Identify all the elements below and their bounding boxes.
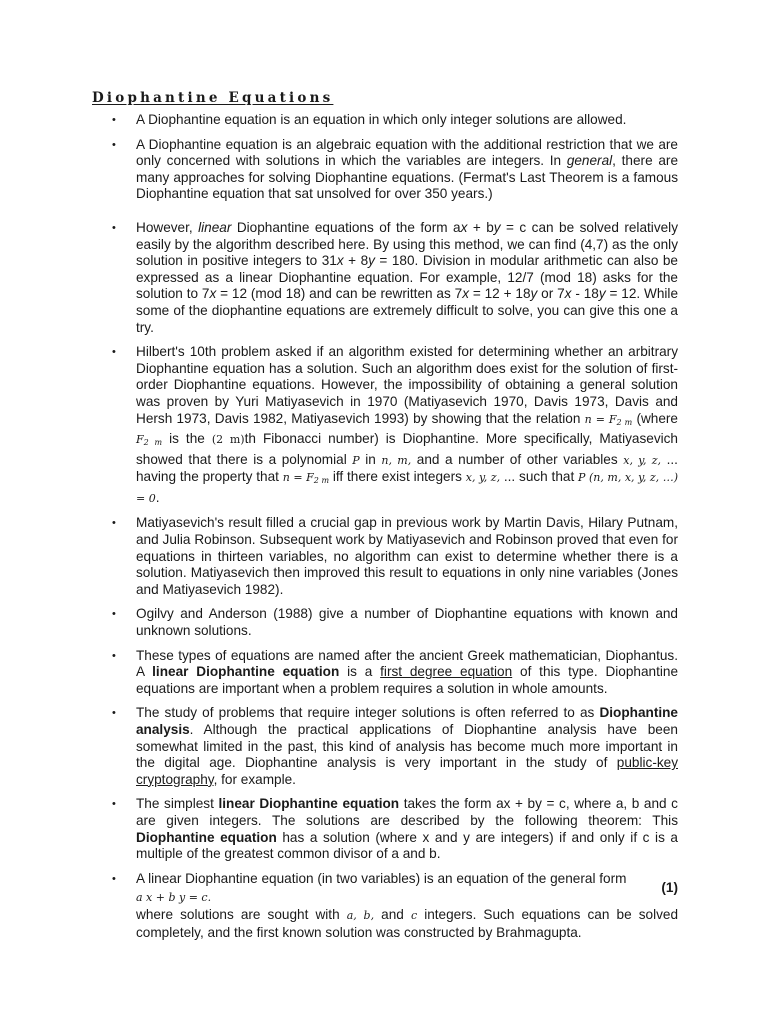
text-run: ... having the property that bbox=[136, 451, 678, 485]
text-run: The simplest bbox=[136, 796, 219, 812]
inline-link[interactable]: first degree equation bbox=[380, 664, 513, 680]
list-item bbox=[112, 796, 678, 862]
text-run: linear bbox=[198, 219, 232, 235]
text-run: linear Diophantine equation bbox=[152, 664, 340, 680]
text-run: , there are many approaches for solving Diophantine equations. (Fermat's Last Theorem is a famous Diophantine equation that sat unsolved for over 350 years.) bbox=[136, 153, 678, 202]
var-c: c bbox=[410, 908, 418, 922]
bullet-icon: • bbox=[112, 221, 116, 234]
general-form-intro: A linear Diophantine equation (in two variables) is an equation of the general form bbox=[136, 870, 627, 886]
text-run: Diophantine equations of the form a bbox=[231, 219, 461, 235]
text-run: ... such that bbox=[500, 469, 579, 485]
bullet-icon: • bbox=[112, 798, 116, 811]
equation-description: where solutions are sought with a, b, and c integers. Such equations can be solved completely, and the first known solution was constructed by Brahmagupta. bbox=[136, 906, 679, 940]
bullet-icon: • bbox=[112, 517, 116, 530]
general-equation: a x + b y = c. bbox=[136, 891, 212, 905]
text-run: A Diophantine equation is an equation in which only integer solutions are allowed. bbox=[136, 112, 627, 127]
text-run: = 180. Division in modular arithmetic can also be expressed as a linear Diophantine equation. For example, 12/7 (mod 18) asks for the solution to 7 bbox=[136, 253, 678, 302]
text-run: = 12 + 18 bbox=[468, 286, 531, 302]
text-run: y bbox=[368, 253, 375, 269]
bullet-icon: • bbox=[112, 608, 116, 621]
text-run: y bbox=[598, 286, 606, 302]
bullet-icon: • bbox=[112, 649, 116, 662]
bullet-icon: • bbox=[112, 114, 116, 126]
list-item bbox=[112, 648, 678, 698]
text-run: = 12 (mod 18) and can be rewritten as 7 bbox=[216, 286, 463, 302]
equation-line bbox=[136, 887, 678, 907]
text-run: x bbox=[564, 286, 572, 302]
vars-a-b: a, b, bbox=[346, 908, 375, 922]
text-run: y bbox=[493, 219, 501, 235]
inline-math: F bbox=[136, 433, 144, 447]
text-run: x bbox=[336, 253, 344, 269]
list-item bbox=[112, 112, 678, 129]
text-run: , for example. bbox=[213, 771, 296, 787]
list-item bbox=[112, 137, 678, 203]
text-run: (where bbox=[632, 410, 678, 426]
inline-math: P bbox=[352, 453, 360, 467]
inline-math: n = F bbox=[584, 412, 617, 426]
text-run: iff there exist integers bbox=[329, 469, 466, 485]
text-run: in bbox=[359, 451, 382, 467]
text-run: Hilbert's 10th problem asked if an algorithm existed for determining whether an arbitrary Diophantine equation has a solution. Such an algorithm does exist for the solution of first-order Diophantine equations. However, the impossibility of obtaining a general solution was proven by Yuri Matiyasevich in 1970 (Matiyasevich 1970, Davis 1973, Davis and Hersh 1973, Davis 1982, Matiyasevich 1993) by showing that the relation bbox=[136, 344, 678, 426]
text-run: Ogilvy and Anderson (1988) give a number of Diophantine equations with known and unknown solutions. bbox=[136, 606, 678, 639]
equation-number: (1) bbox=[661, 879, 678, 895]
inline-math: P (n, m, x, y, z, …) = 0 bbox=[136, 471, 678, 505]
text-run: Diophantine analysis bbox=[136, 705, 678, 737]
math-subscript: 2 m bbox=[616, 417, 633, 427]
text-run: and a number of other variables bbox=[411, 451, 624, 467]
text-run: . Although the practical applications of Diophantine analysis have been somewhat limited in the past, this kind of analysis has become much more important in the digital age. Diophantine analysis is very important in the study of bbox=[136, 722, 678, 771]
text-run: of this type. Diophantine equations are important when a problem requires a solution in whole amounts. bbox=[136, 664, 679, 696]
text-run: + 8 bbox=[343, 253, 369, 269]
text-run: or 7 bbox=[537, 286, 565, 302]
text-run: takes the form ax + by = c, where a, b and c are given integers. The solutions are described by the following theorem: This bbox=[136, 796, 678, 828]
list-item bbox=[112, 606, 678, 639]
text-run: x bbox=[209, 286, 217, 302]
bullet-icon: • bbox=[112, 346, 116, 359]
text-run: linear Diophantine equation bbox=[218, 796, 400, 812]
inline-math: x, y, z, bbox=[623, 453, 662, 467]
list-item bbox=[112, 344, 678, 507]
list-item bbox=[112, 220, 678, 336]
math-subscript: 2 m bbox=[313, 476, 330, 486]
text-run: + b bbox=[467, 219, 494, 235]
text-run: is the bbox=[162, 431, 212, 447]
text-run: is a bbox=[339, 664, 381, 680]
text-run: - 18 bbox=[571, 286, 599, 302]
text-run: . bbox=[155, 489, 160, 505]
text-run: general bbox=[566, 153, 613, 169]
text-run: = c can be solved relatively easily by the algorithm described here. By using this method, we can find (4,7) as the only solution in positive integers to 31 bbox=[136, 219, 678, 269]
text-run: y bbox=[530, 286, 538, 302]
text-run: x bbox=[462, 286, 469, 302]
inline-math: n = F bbox=[282, 471, 314, 485]
bullet-icon: • bbox=[112, 872, 116, 885]
bullet-icon: • bbox=[112, 707, 116, 720]
inline-math: n, m, bbox=[381, 453, 412, 467]
bullet-list bbox=[112, 112, 678, 941]
text-run: These types of equations are named after the ancient Greek mathematician, Diophantus. A bbox=[136, 647, 678, 680]
list-item bbox=[112, 705, 678, 788]
text-run: x bbox=[460, 219, 468, 235]
text-run: The study of problems that require integer solutions is often referred to as bbox=[136, 705, 600, 721]
page-title: Diophantine Equations bbox=[92, 90, 334, 106]
list-item bbox=[112, 515, 678, 598]
math-subscript: 2 m bbox=[143, 438, 163, 448]
text-run: However, bbox=[136, 219, 199, 235]
text-run: Diophantine equation bbox=[136, 829, 277, 845]
list-item-general-form bbox=[112, 871, 678, 941]
text-run: Matiyasevich's result filled a crucial gap in previous work by Martin Davis, Hilary Putnam, and Julia Robinson. Subsequent work by Matiyasevich and Robinson proved that even for equations in thirteen variables, no algorithm can exist to determine whether there is a solution. Matiyasevich then improved this result to equations in only nine variables (Jones and Matiyasevich 1982). bbox=[136, 515, 678, 597]
inline-math: (2 m) bbox=[211, 433, 245, 447]
text-run: = 12. While some of the diophantine equations are extremely difficult to solve, you can give this one a try. bbox=[136, 286, 679, 335]
text-run: A Diophantine equation is an algebraic equation with the additional restriction that we are only concerned with solutions in which the variables are integers. In bbox=[136, 136, 678, 169]
bullet-icon: • bbox=[112, 138, 116, 151]
inline-link[interactable]: public-key cryptography bbox=[136, 755, 678, 787]
text-run: has a solution (where x and y are integers) if and only if c is a multiple of the greatest common divisor of a and b. bbox=[136, 829, 678, 862]
text-run: th Fibonacci number) is Diophantine. More specifically, Matiyasevich showed that there is a polynomial bbox=[136, 431, 678, 467]
inline-math: x, y, z, bbox=[465, 471, 501, 485]
